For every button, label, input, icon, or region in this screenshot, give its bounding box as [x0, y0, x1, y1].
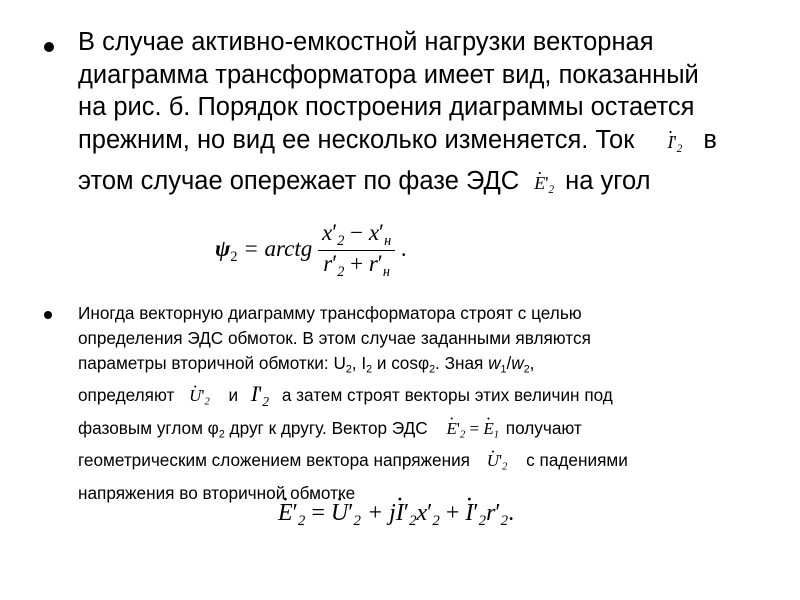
emf-sum-formula: · $E'_2$ = · $U'_2 + j\cdot I'_2x'_2$ + · $I'_2r'_2$.: [278, 500, 514, 530]
formula1-numerator: $x'_2 - x'_н$: [318, 220, 395, 251]
formula1-fraction: [318, 220, 395, 281]
p1-line-4b: в: [703, 125, 717, 154]
p2-line-3: параметры вторичной обмотки: $U_2$, $I_2$ и cosφ$_2$. Зная $w_1/w_2$,: [78, 352, 535, 376]
emf-equality-symbol: · $E'_2$ = · $E_1$: [447, 419, 499, 438]
emf-e2-symbol: · $E'_2$: [534, 173, 554, 193]
p2-line-5: фазовым углом $\varphi_2$ друг к другу. Вектор ЭДС · $E'_2$ = · $E_1$ получают: [78, 418, 582, 438]
current-i2-symbol: · $I'_2$: [668, 132, 683, 152]
p1-line-3: на рис. б. Порядок построения диаграммы остается: [78, 93, 695, 122]
formula1-end: .: [400, 235, 407, 261]
bullet-marker-2: [44, 311, 52, 319]
p1-line-4a: прежним, но вид ее несколько изменяется. Ток: [78, 125, 635, 154]
p2-line-6: геометрическим сложением вектора напряжения · $U'_2$ с падениями: [78, 450, 628, 470]
current-i2-symbol-2: $I'_2$: [250, 381, 270, 409]
bullet-marker-1: [44, 42, 54, 52]
phase-angle-formula: $\psi_2$ = arctg $\frac{x'_2 - x'_н}{r'_2 + r'_н}$ .: [215, 220, 407, 280]
formula1-eq: = arctg: [243, 235, 313, 261]
p2-line-2: определения ЭДС обмоток. В этом случае заданными являются: [78, 327, 591, 348]
psi-symbol: ψ: [215, 235, 231, 261]
p1-line-5a: этом случае опережает по фазе ЭДС: [78, 167, 520, 196]
p2-line-7: напряжения во вторичной обмотке: [78, 482, 356, 503]
formula1-denominator: $r'_2 + r'_н$: [323, 250, 390, 280]
p1-line-5b: на угол: [565, 167, 651, 196]
paragraph-2: [78, 301, 783, 505]
p1-line-2: диаграмма трансформатора имеет вид, показанный: [78, 60, 699, 89]
voltage-u2-symbol-2: · $U'_2$: [487, 451, 508, 470]
p2-line-4: определяют · $U'_2$ и $I'_2$ а затем строят векторы этих величин под: [78, 385, 613, 405]
p1-line-1: В случае активно-емкостной нагрузки векторная: [78, 28, 654, 56]
paragraph-1: [78, 26, 778, 207]
p2-line-1: Иногда векторную диаграмму трансформатора строят с целью: [78, 303, 582, 323]
voltage-u2-symbol: · $U'_2$: [189, 386, 210, 405]
